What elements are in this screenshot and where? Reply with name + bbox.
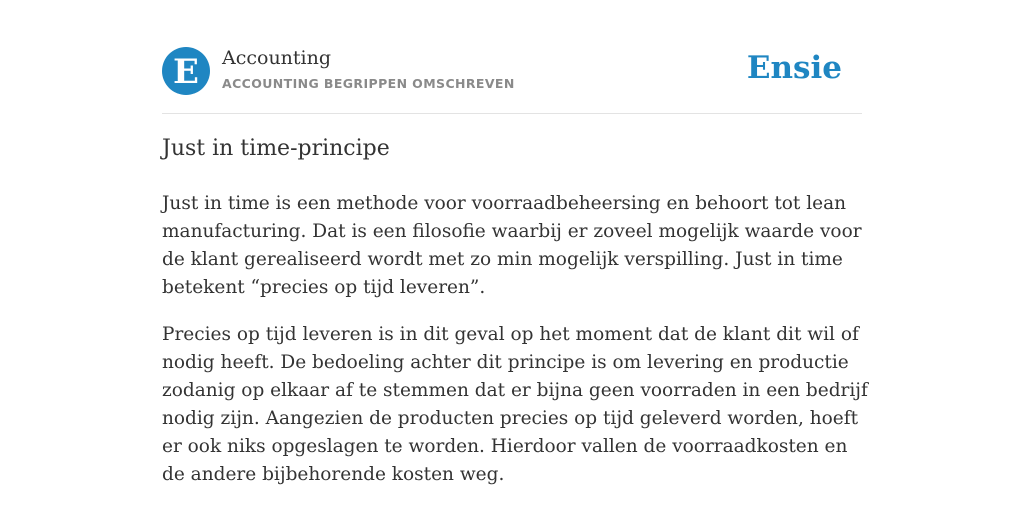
ensie-logo-icon[interactable] bbox=[162, 47, 210, 95]
article-paragraph: Just in time is een methode voor voorraadbeheersing en behoort tot lean manufacturing. Dat is een filosofie waarbij er zoveel mogelijk waarde voor de klant gerealiseerd wordt met zo min mogelijk verspilling. Just in time betekent “precies op tijd leveren”. bbox=[162, 193, 862, 298]
article-paragraph: Precies op tijd leveren is in dit geval op het moment dat de klant dit wil of nodig heeft. De bedoeling achter dit principe is om levering en productie zodanig op elkaar af te stemmen dat er bijna geen voorraden in een bedrijf nodig zijn. Aangezien de producten precies op tijd geleverd worden, hoeft er ook niks opgeslagen te worden. Hierdoor vallen de voorraadkosten en de andere bijbehorende kosten weg. bbox=[162, 324, 868, 485]
site-title-link[interactable]: Accounting bbox=[222, 47, 332, 69]
header-divider bbox=[162, 113, 862, 114]
brand-link[interactable]: Ensie bbox=[746, 50, 842, 86]
article-body bbox=[162, 190, 872, 508]
article-title: Just in time-principe bbox=[162, 136, 390, 161]
site-subtitle: ACCOUNTING BEGRIPPEN OMSCHREVEN bbox=[222, 76, 515, 91]
site-header bbox=[162, 46, 862, 114]
logo-letter: E bbox=[173, 52, 199, 92]
